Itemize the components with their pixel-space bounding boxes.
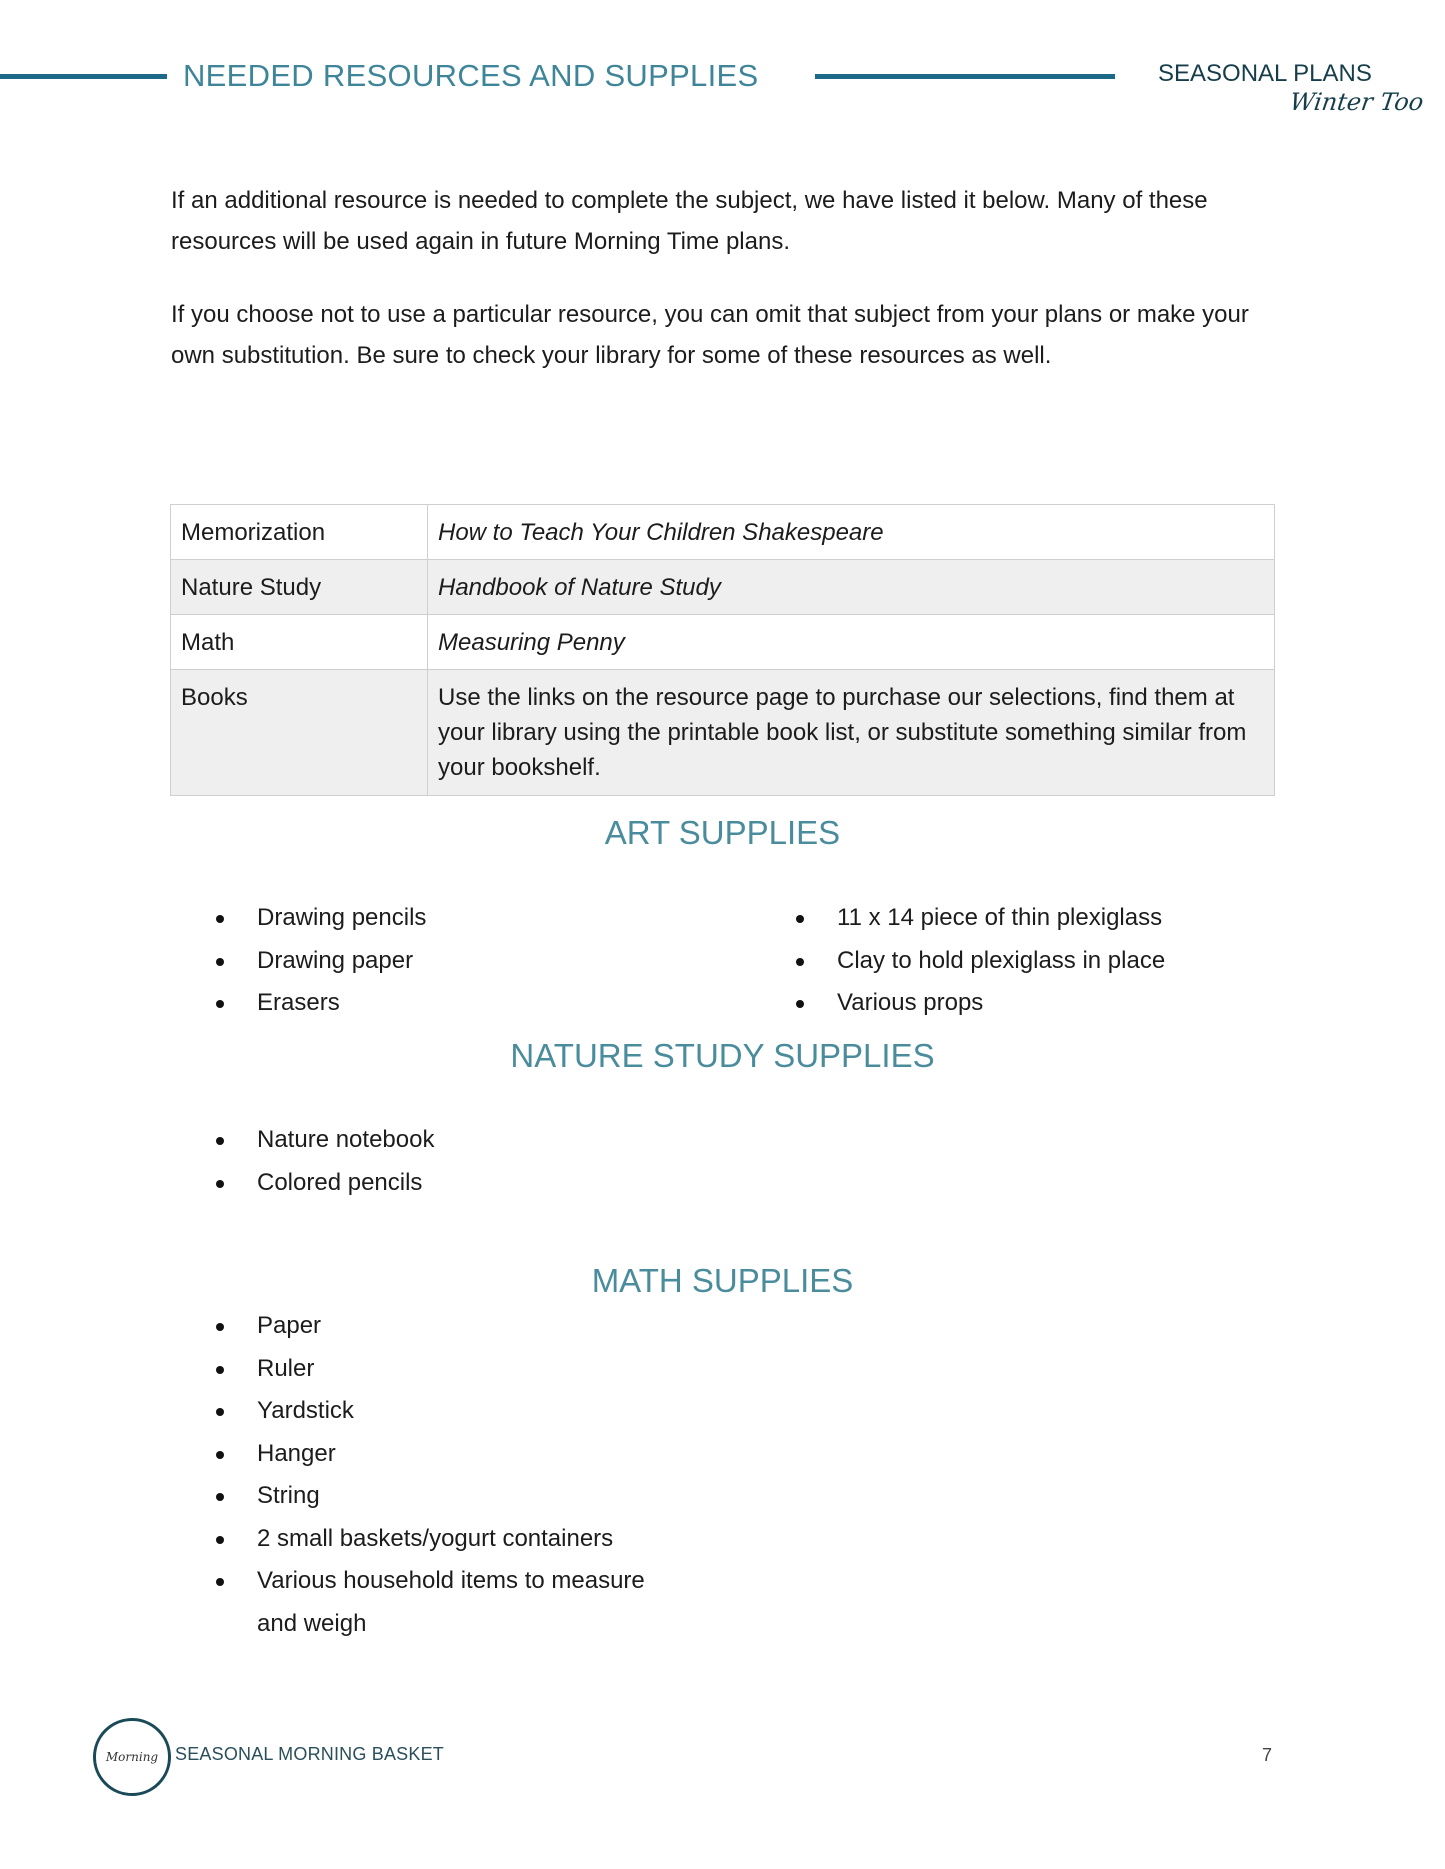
art-supplies-list-right <box>800 897 1165 1025</box>
art-supplies-list-left <box>220 897 426 1025</box>
list-item: Yardstick <box>220 1390 690 1433</box>
table-row <box>171 560 1275 615</box>
resource-cell: Use the links on the resource page to purchase our selections, find them at your library using the printable book list, or substitute something similar from your bookshelf. <box>428 670 1275 796</box>
list-item: Colored pencils <box>220 1162 434 1205</box>
header-rule-right <box>815 74 1115 79</box>
footer-brand: SEASONAL MORNING BASKET <box>175 1744 444 1764</box>
brand-seasonal-plans: SEASONAL PLANS <box>1158 60 1372 87</box>
list-item: Erasers <box>220 982 426 1025</box>
nature-supplies-heading: NATURE STUDY SUPPLIES <box>510 1037 935 1074</box>
logo-text: Morning <box>105 1750 159 1764</box>
table-row <box>171 505 1275 560</box>
list-item: Nature notebook <box>220 1119 434 1162</box>
art-supplies-heading: ART SUPPLIES <box>604 814 841 851</box>
list-item: Drawing paper <box>220 940 426 983</box>
resource-cell: Measuring Penny <box>428 615 1275 670</box>
resources-table <box>170 504 1275 796</box>
subject-cell: Memorization <box>171 505 428 560</box>
resource-cell: Handbook of Nature Study <box>428 560 1275 615</box>
list-item: Drawing pencils <box>220 897 426 940</box>
subject-cell: Books <box>171 670 428 796</box>
list-item: Ruler <box>220 1348 690 1391</box>
intro-paragraph-1: If an additional resource is needed to complete the subject, we have listed it below. Many of these resources will be used again in future Morning Time plans. <box>171 187 1208 255</box>
morning-basket-logo-icon <box>93 1718 171 1796</box>
table-row <box>171 615 1275 670</box>
list-item: Paper <box>220 1305 690 1348</box>
subject-cell: Math <box>171 615 428 670</box>
math-supplies-list <box>220 1305 690 1645</box>
list-item: Various household items to measure and weigh <box>220 1560 690 1645</box>
math-supplies-heading: MATH SUPPLIES <box>591 1262 854 1299</box>
subject-cell: Nature Study <box>171 560 428 615</box>
nature-supplies-list <box>220 1119 434 1204</box>
list-item: String <box>220 1475 690 1518</box>
table-row <box>171 670 1275 796</box>
resource-cell: How to Teach Your Children Shakespeare <box>428 505 1275 560</box>
list-item: Clay to hold plexiglass in place <box>800 940 1165 983</box>
list-item: 11 x 14 piece of thin plexiglass <box>800 897 1165 940</box>
list-item: Various props <box>800 982 1165 1025</box>
list-item: 2 small baskets/yogurt containers <box>220 1518 690 1561</box>
page-number: 7 <box>1262 1745 1273 1765</box>
header-rule-left <box>0 74 167 79</box>
page-title: NEEDED RESOURCES AND SUPPLIES <box>183 58 759 93</box>
intro-paragraph-2: If you choose not to use a particular resource, you can omit that subject from your plans or make your own substitution. Be sure to check your library for some of these resources as well. <box>171 301 1249 369</box>
brand-winter-too: Winter Too <box>1288 88 1426 116</box>
list-item: Hanger <box>220 1433 690 1476</box>
